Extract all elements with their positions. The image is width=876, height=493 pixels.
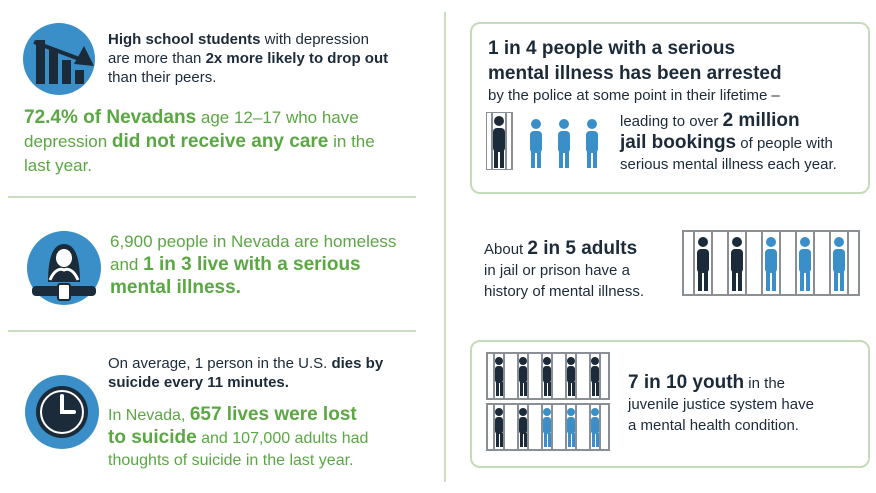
bookings-text: leading to over 2 million jail bookings of people with serious mental illness each year. — [620, 110, 837, 173]
youth-text: 7 in 10 youth in the juvenile justice system have a mental health condition. — [628, 372, 814, 434]
vertical-divider — [444, 12, 446, 482]
homeless-text: 6,900 people in Nevada are homeless and 1 in 3 live with a serious mental illness. — [110, 232, 397, 298]
jail-adults-text: About 2 in 5 adults in jail or prison have a history of mental illness. — [484, 238, 645, 300]
homeless-person-icon — [26, 230, 102, 311]
nevada-suicide-text: In Nevada, 657 lives were lost to suicide and 107,000 adults had thoughts of suicide in the last year. — [108, 404, 369, 469]
horizontal-divider-2 — [8, 330, 416, 332]
jail-cell-figures — [682, 230, 862, 303]
youth-cell-figures — [486, 352, 612, 457]
dropout-chart-icon — [22, 22, 96, 101]
arrest-figures — [486, 112, 610, 175]
horizontal-divider-1 — [8, 196, 416, 198]
suicide-rate-text: On average, 1 person in the U.S. dies by suicide every 11 minutes. — [108, 355, 384, 391]
care-stat: 72.4% of Nevadans age 12–17 who have depression did not receive any care in the last year. — [24, 107, 375, 175]
arrest-headline: 1 in 4 people with a serious mental illness has been arrested by the police at some point in their lifetime – — [488, 38, 782, 104]
clock-icon — [24, 374, 100, 455]
dropout-text: High school students with depression are more than 2x more likely to drop out than their peers. — [108, 31, 389, 86]
